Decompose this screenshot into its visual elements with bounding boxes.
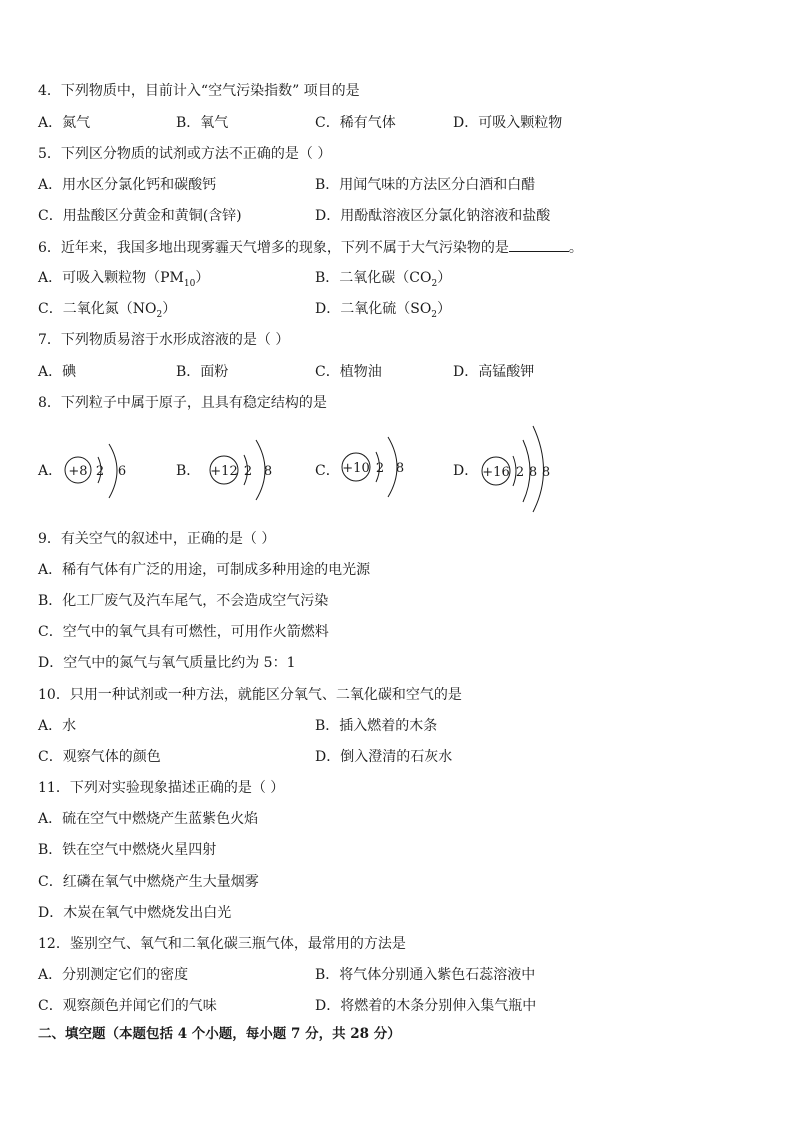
q6-option-b-sub: 2 [431, 278, 438, 289]
q8-option-a-label: A． [38, 463, 63, 479]
q5-stem: 5．下列区分物质的试剂或方法不正确的是（ ） [38, 146, 332, 162]
q8-atom-a-diagram [62, 435, 138, 505]
q10-option-c: C．观察气体的颜色 [38, 749, 161, 765]
nucleus-charge: +10 [342, 461, 370, 476]
nucleus-charge: +8 [68, 464, 88, 479]
q8-stem: 8．下列粒子中属于原子，且具有稳定结构的是 [38, 395, 327, 411]
q6-option-c [38, 299, 176, 325]
q6-answer-blank [509, 237, 569, 252]
q5-option-a: A．用水区分氯化钙和碳酸钙 [38, 177, 217, 193]
q9-option-c: C．空气中的氧气具有可燃性，可用作火箭燃料 [38, 624, 329, 640]
q9-stem: 9．有关空气的叙述中，正确的是（ ） [38, 531, 276, 547]
q6-option-b-post: ） [437, 270, 452, 286]
shell-electrons: 2 [95, 464, 105, 479]
shell-electrons: 2 [243, 464, 253, 479]
q12-option-c: C．观察颜色并闻它们的气味 [38, 998, 217, 1014]
q8-option-d-label: D． [453, 463, 479, 479]
shell-electrons: 8 [263, 464, 273, 479]
q6-option-b-pre: B．二氧化碳（CO [315, 270, 432, 286]
nucleus-charge: +12 [210, 464, 238, 479]
q9-option-a: A．稀有气体有广泛的用途，可制成多种用途的电光源 [38, 562, 371, 578]
q5-option-b: B．用闻气味的方法区分白酒和白醋 [315, 177, 536, 193]
shell-electrons: 6 [117, 464, 127, 479]
q6-option-b [315, 268, 451, 294]
q10-option-a: A．水 [38, 718, 77, 734]
q6-option-c-sub: 2 [156, 309, 163, 320]
q6-option-d-sub: 2 [431, 309, 438, 320]
shell-electrons: 2 [375, 461, 385, 476]
q7-option-b: B．面粉 [176, 364, 229, 380]
q8-option-b-label: B． [176, 463, 201, 479]
q8-atom-b-diagram [208, 435, 284, 505]
q11-option-a: A．硫在空气中燃烧产生蓝紫色火焰 [38, 811, 259, 827]
q8-atom-d-diagram [480, 424, 560, 514]
q6-option-a-sub: 10 [183, 278, 196, 289]
q12-stem: 12．鉴别空气、氧气和二氧化碳三瓶气体，最常用的方法是 [38, 936, 406, 952]
q6-stem [38, 237, 583, 258]
q4-option-b: B．氧气 [176, 115, 229, 131]
q4-stem: 4．下列物质中，目前计入“空气污染指数” 项目的是 [38, 83, 360, 99]
q6-option-c-pre: C．二氧化氮（NO [38, 301, 157, 317]
q10-option-d: D．倒入澄清的石灰水 [315, 749, 453, 765]
q9-option-b: B．化工厂废气及汽车尾气，不会造成空气污染 [38, 593, 329, 609]
q6-option-a [38, 268, 209, 294]
q11-stem: 11．下列对实验现象描述正确的是（ ） [38, 780, 285, 796]
q6-option-a-pre: A．可吸入颗粒物（PM [38, 270, 184, 286]
q8-option-c-label: C． [315, 463, 340, 479]
q11-option-b: B．铁在空气中燃烧火星四射 [38, 842, 217, 858]
q4-option-a: A．氮气 [38, 115, 91, 131]
q12-option-a: A．分别测定它们的密度 [38, 967, 189, 983]
q11-option-d: D．木炭在氧气中燃烧发出白光 [38, 905, 232, 921]
shell-electrons: 8 [541, 465, 551, 480]
q6-option-c-post: ） [162, 301, 177, 317]
q7-option-a: A．碘 [38, 364, 77, 380]
q12-option-b: B．将气体分别通入紫色石蕊溶液中 [315, 967, 536, 983]
q6-option-a-post: ） [195, 270, 210, 286]
q5-option-d: D．用酚酞溶液区分氯化钠溶液和盐酸 [315, 208, 551, 224]
q11-option-c: C．红磷在氧气中燃烧产生大量烟雾 [38, 874, 259, 890]
q6-stem-end: 。 [568, 240, 583, 256]
nucleus-charge: +16 [482, 465, 510, 480]
q9-option-d: D．空气中的氮气与氧气质量比约为 5：1 [38, 655, 296, 671]
q8-atom-c-diagram [340, 432, 416, 502]
q4-option-c: C．稀有气体 [315, 115, 396, 131]
section-2-heading: 二、填空题（本题包括 4 个小题，每小题 7 分，共 28 分） [38, 1026, 401, 1042]
electron-shell-arc [109, 444, 117, 498]
shell-electrons: 8 [528, 465, 538, 480]
q10-stem: 10．只用一种试剂或一种方法，就能区分氧气、二氧化碳和空气的是 [38, 687, 462, 703]
q6-stem-text: 6．近年来，我国多地出现雾霾天气增多的现象，下列不属于大气污染物的是 [38, 240, 509, 256]
q10-option-b: B．插入燃着的木条 [315, 718, 438, 734]
shell-electrons: 2 [515, 465, 525, 480]
q6-option-d-post: ） [437, 301, 452, 317]
q7-stem: 7．下列物质易溶于水形成溶液的是（ ） [38, 332, 290, 348]
q6-option-d [315, 299, 451, 325]
q6-option-d-pre: D．二氧化硫（SO [315, 301, 432, 317]
q4-option-d: D．可吸入颗粒物 [453, 115, 563, 131]
q7-option-d: D．高锰酸钾 [453, 364, 535, 380]
q5-option-c: C．用盐酸区分黄金和黄铜(含锌) [38, 208, 242, 224]
q7-option-c: C．植物油 [315, 364, 382, 380]
q12-option-d: D．将燃着的木条分别伸入集气瓶中 [315, 998, 537, 1014]
shell-electrons: 8 [395, 461, 405, 476]
